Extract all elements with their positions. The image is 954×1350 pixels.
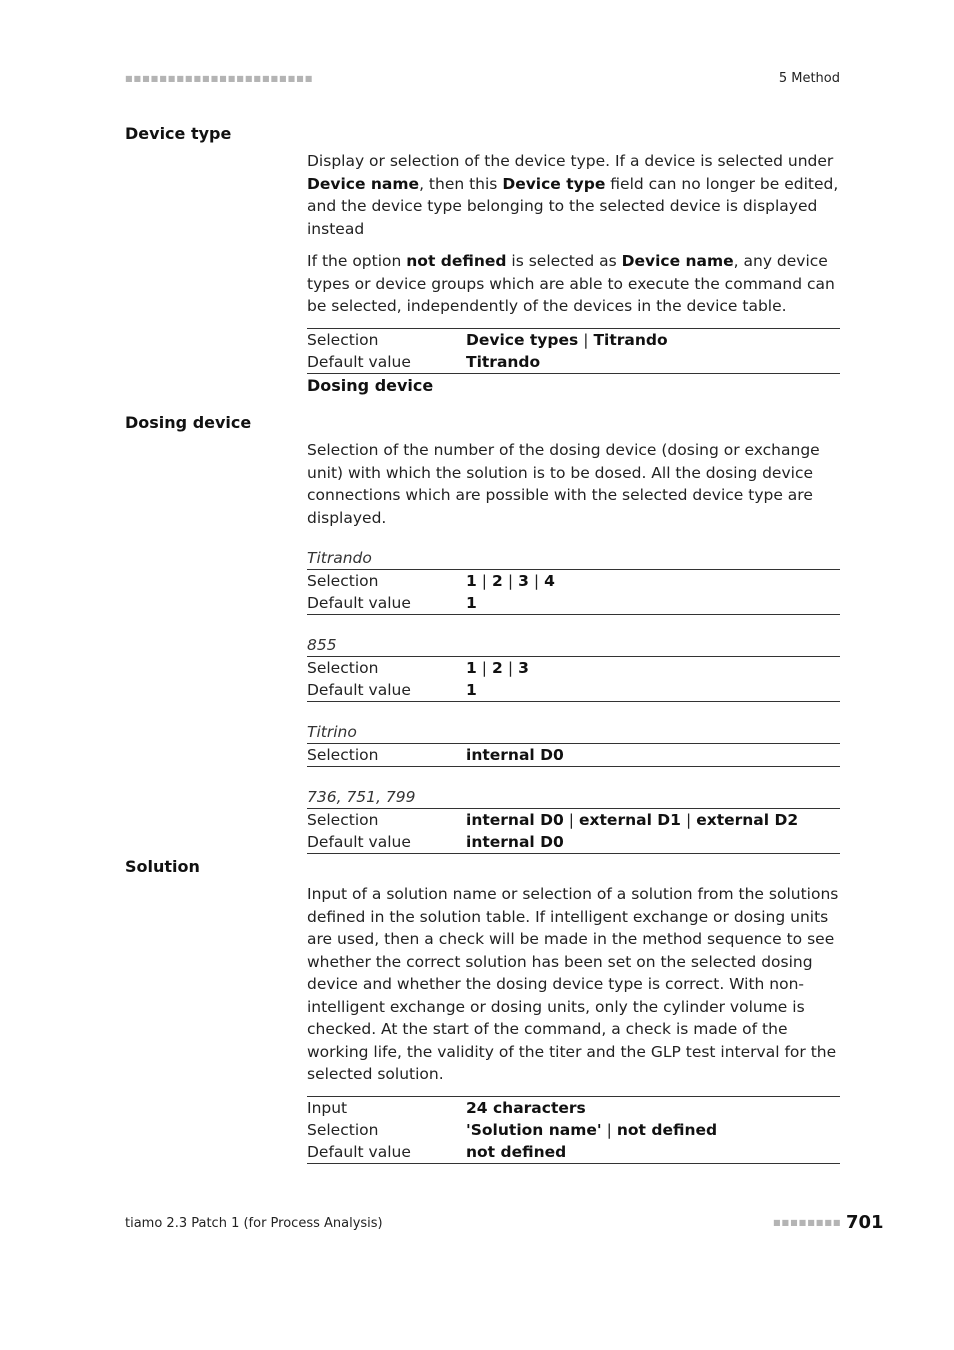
table-row bbox=[307, 329, 840, 351]
device-group-caption: 736, 751, 799 bbox=[307, 786, 840, 809]
device-group-table bbox=[307, 744, 840, 767]
solution-paragraph bbox=[307, 883, 840, 1086]
device-type-block bbox=[307, 150, 840, 374]
option-value: 1 bbox=[466, 681, 477, 699]
table-row bbox=[307, 679, 840, 701]
text-run: Display or selection of the device type. If a device is selected under bbox=[307, 152, 834, 170]
row-key: Default value bbox=[307, 1142, 411, 1161]
option-value: 4 bbox=[544, 572, 555, 590]
option-value: external D1 bbox=[579, 811, 681, 829]
row-value bbox=[466, 570, 555, 592]
row-key: Selection bbox=[307, 1120, 379, 1139]
option-value: 3 bbox=[518, 659, 529, 677]
value-separator: | bbox=[507, 572, 514, 590]
option-value: 24 characters bbox=[466, 1098, 586, 1117]
value-separator: | bbox=[481, 659, 488, 677]
option-value: Titrando bbox=[593, 330, 668, 349]
option-value: Device types bbox=[466, 330, 579, 349]
footer-product: tiamo 2.3 Patch 1 (for Process Analysis) bbox=[125, 1216, 383, 1231]
section-label-dosing-device: Dosing device bbox=[125, 413, 252, 432]
row-key: Input bbox=[307, 1098, 348, 1117]
dosing-device-paragraph bbox=[307, 439, 840, 529]
row-key: Selection bbox=[307, 811, 379, 829]
row-value bbox=[466, 679, 477, 701]
option-value: external D2 bbox=[696, 811, 799, 829]
chapter-title: 5 Method bbox=[778, 71, 840, 86]
value-separator: | bbox=[507, 659, 514, 677]
table-row bbox=[307, 1119, 840, 1141]
device-type-table bbox=[307, 328, 840, 374]
table-row bbox=[307, 1097, 840, 1119]
value-separator: | bbox=[568, 811, 575, 829]
text-run: is selected as bbox=[506, 252, 622, 270]
option-value: not defined bbox=[466, 1142, 567, 1161]
option-value: internal D0 bbox=[466, 811, 564, 829]
device-group bbox=[307, 634, 840, 702]
option-value: 1 bbox=[466, 572, 477, 590]
row-key: Default value bbox=[307, 833, 411, 851]
table-row bbox=[307, 831, 840, 853]
footer-decoration: ■■■■■■■■ bbox=[773, 1218, 842, 1227]
emphasis-text: Device type bbox=[502, 174, 606, 193]
row-value bbox=[466, 351, 540, 373]
section-label-solution: Solution bbox=[125, 857, 200, 876]
solution-block bbox=[307, 883, 840, 1164]
option-value: 'Solution name' bbox=[466, 1120, 602, 1139]
text-run: field can no longer be edited, and the device type belonging to the selected device is displayed instead bbox=[307, 174, 839, 238]
option-value: 2 bbox=[492, 572, 503, 590]
row-key: Selection bbox=[307, 659, 379, 677]
option-value: 1 bbox=[466, 659, 477, 677]
device-group bbox=[307, 721, 840, 767]
device-type-paragraph-1 bbox=[307, 150, 840, 240]
row-key: Selection bbox=[307, 572, 379, 590]
text-run: , then this bbox=[419, 174, 503, 193]
row-key: Selection bbox=[307, 330, 379, 349]
solution-table bbox=[307, 1096, 840, 1164]
table-row bbox=[307, 657, 840, 679]
text-run: Input of a solution name or selection of a solution from the solutions defined in the solution table. If intelligent exchange or dosing units are used, then a check will be made in the method sequence to see whether the correct solution has been set on the selected dosing device and whether the dosing device type is correct. With non-intelligent exchange or dosing units, only the cylinder volume is checked. At the start of the command, a check is made of the working life, the validity of the titer and the GLP test interval for the selected solution. bbox=[307, 885, 839, 1083]
row-key: Default value bbox=[307, 594, 411, 612]
option-value: internal D0 bbox=[466, 833, 564, 851]
table-row bbox=[307, 744, 840, 766]
section-label-device-type: Device type bbox=[125, 124, 232, 143]
text-run: , any device types or device groups which are able to execute the command can be selected, independently of the devices in the device table. bbox=[307, 252, 835, 315]
emphasis-text: Device name bbox=[621, 252, 734, 270]
page-number: 701 bbox=[846, 1212, 884, 1233]
value-separator: | bbox=[481, 572, 488, 590]
device-group-table bbox=[307, 809, 840, 854]
row-value bbox=[466, 1141, 566, 1163]
row-value bbox=[466, 657, 529, 679]
dosing-device-groups bbox=[307, 547, 840, 854]
dosing-device-block bbox=[307, 439, 840, 854]
table-row bbox=[307, 570, 840, 592]
device-group-caption: 855 bbox=[307, 634, 840, 657]
device-group bbox=[307, 547, 840, 615]
device-group-table bbox=[307, 657, 840, 702]
option-value: not defined bbox=[616, 1120, 718, 1139]
dosing-device-subheading: Dosing device bbox=[307, 376, 434, 395]
emphasis-text: Device name bbox=[307, 174, 420, 193]
value-separator: | bbox=[583, 330, 589, 349]
row-key: Default value bbox=[307, 352, 411, 371]
option-value: internal D0 bbox=[466, 746, 564, 764]
text-run: If the option bbox=[307, 252, 407, 270]
row-value bbox=[466, 831, 564, 853]
device-group-table bbox=[307, 570, 840, 615]
row-value bbox=[466, 744, 564, 766]
option-value: Titrando bbox=[466, 352, 541, 371]
option-value: 3 bbox=[518, 572, 529, 590]
value-separator: | bbox=[533, 572, 540, 590]
device-type-paragraph-2 bbox=[307, 250, 840, 318]
table-row bbox=[307, 351, 840, 373]
value-separator: | bbox=[685, 811, 692, 829]
option-value: 1 bbox=[466, 594, 477, 612]
header-decoration: ■■■■■■■■■■■■■■■■■■■■■■ bbox=[125, 74, 314, 83]
device-group-caption: Titrino bbox=[307, 721, 840, 744]
row-value bbox=[466, 592, 477, 614]
option-value: 2 bbox=[492, 659, 503, 677]
row-value bbox=[466, 809, 798, 831]
row-value bbox=[466, 329, 668, 351]
table-row bbox=[307, 1141, 840, 1163]
row-key: Selection bbox=[307, 746, 379, 764]
emphasis-text: not defined bbox=[406, 252, 507, 270]
row-value bbox=[466, 1097, 586, 1119]
value-separator: | bbox=[606, 1120, 612, 1139]
device-group-caption: Titrando bbox=[307, 547, 840, 570]
table-row bbox=[307, 592, 840, 614]
table-row bbox=[307, 809, 840, 831]
text-run: Selection of the number of the dosing device (dosing or exchange unit) with which the solution is to be dosed. All the dosing device connections which are possible with the selected device type are displayed. bbox=[307, 441, 820, 527]
row-key: Default value bbox=[307, 681, 411, 699]
row-value bbox=[466, 1119, 717, 1141]
device-group bbox=[307, 786, 840, 854]
